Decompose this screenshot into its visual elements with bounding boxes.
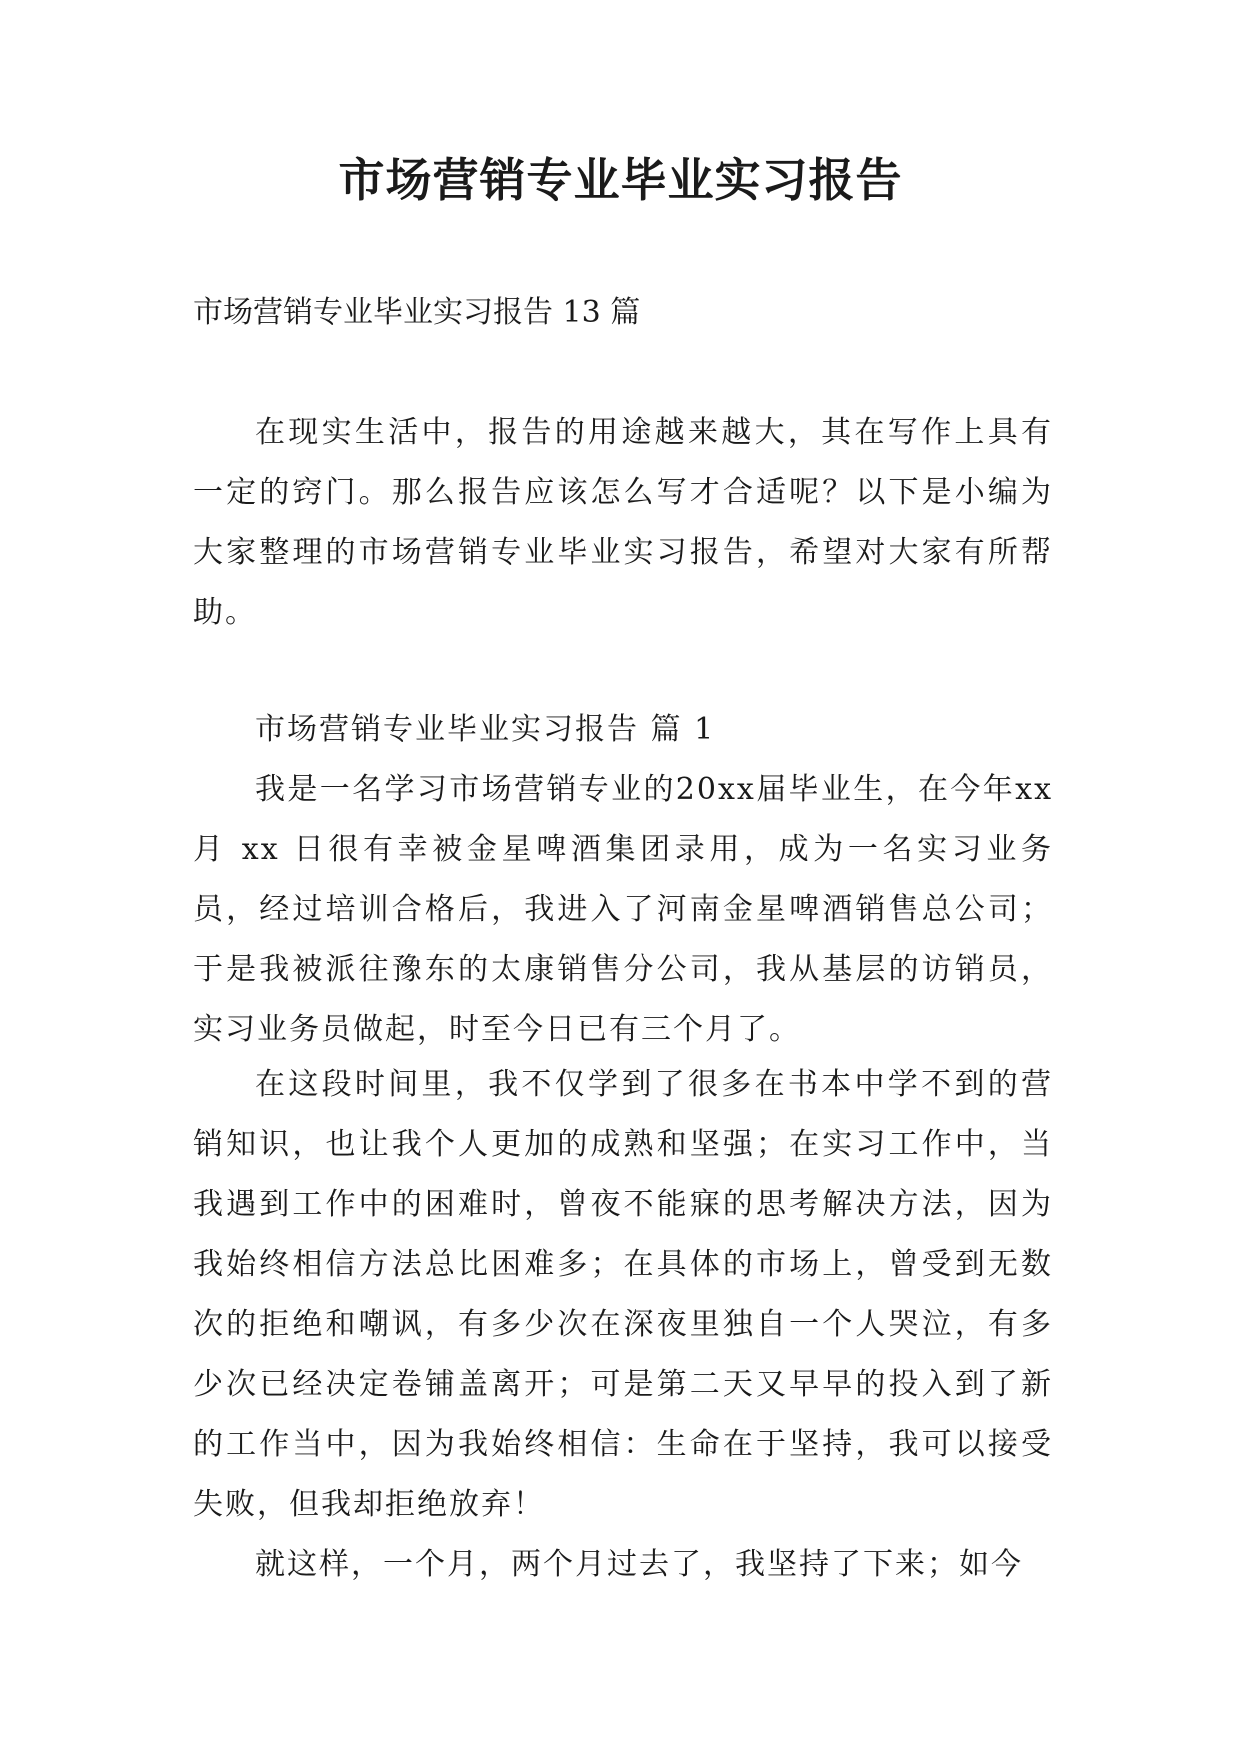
document-title: 市场营销专业毕业实习报告 xyxy=(338,153,903,207)
body-paragraph: 我是一名学习市场营销专业的20xx届毕业生，在今年xx月 xx 日很有幸被金星啤酒集团录用，成为一名实习业务员，经过培训合格后，我进入了河南金星啤酒销售总公司；于是我被派往豫东的太康销售分公司，我从基层的访销员，实习业务员做起，时至今日已有三个月了。 xyxy=(193,772,1053,1047)
section-heading: 市场营销专业毕业实习报告 篇 1 xyxy=(255,712,716,747)
body-paragraph: 在这段时间里，我不仅学到了很多在书本中学不到的营销知识，也让我个人更加的成熟和坚强；在实习工作中，当我遇到工作中的困难时，曾夜不能寐的思考解决方法，因为我始终相信方法总比困难多；在具体的市场上，曾受到无数次的拒绝和嘲讽，有多少次在深夜里独自一个人哭泣，有多少次已经决定卷铺盖离开；可是第二天又早早的投入到了新的工作当中，因为我始终相信：生命在于坚持，我可以接受失败，但我却拒绝放弃！ xyxy=(193,1067,1053,1522)
intro-paragraph: 在现实生活中，报告的用途越来越大，其在写作上具有一定的窍门。那么报告应该怎么写才合适呢？以下是小编为大家整理的市场营销专业毕业实习报告，希望对大家有所帮助。 xyxy=(193,415,1053,630)
document-subtitle: 市场营销专业毕业实习报告 13 篇 xyxy=(193,295,641,330)
body-paragraph: 就这样，一个月，两个月过去了，我坚持了下来；如今 xyxy=(255,1547,1023,1582)
